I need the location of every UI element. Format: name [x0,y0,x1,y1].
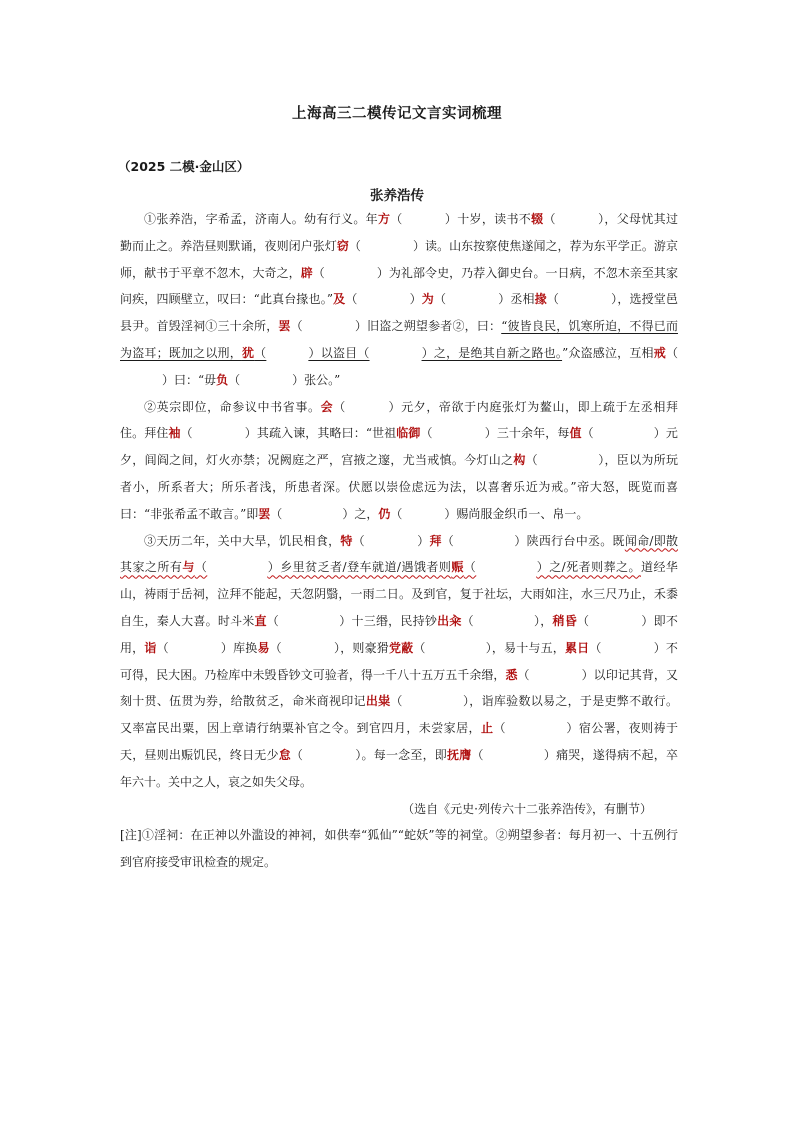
text: ）元夕，闾阎之间，灯火亦禁；况阙庭之严，宫掖之邃，尤当戒慎。今灯山之 [120,426,678,468]
keyword-4: 辟 [300,265,313,280]
keyword-3: 临御 [396,426,421,441]
source-citation: （选自《元史·列传六十二张养浩传》，有删节） [402,801,652,816]
paragraph-2: ②英宗即位，命参议中书省事。会（ ）元夕，帝欲于内庭张灯为鳌山，即上疏于左丞相拜住。拜住袖（ ）其疏入谏，其略曰：“世祖临御（ ）三十余年，每值（ ）元夕，闾阎之间，灯火亦禁；况阙庭之严，宫掖之邃，尤当戒慎。今灯山之构（ ），臣以为所玩者小，所系者大；所乐者浅，所患者深。伏愿以崇俭虑远为法，以喜奢乐近为戒。”帝大怒，既览而喜曰：“非张希孟不敢言。”即罢（ ）之，仍（ ）赐尚服金织币一、帛一。 [120,399,678,521]
keyword-3: 窃 [336,238,349,253]
keyword-6: 出籴 [437,613,462,628]
text: ），诣库验数以易之，于是吏弊不敢行。又率富民出粟，因上章请行纳粟补官之令。到官四月，未尝家居， [120,694,678,736]
text: ）张公。” [292,372,341,387]
keyword-5: 及 [333,292,346,307]
keyword-6: 罢 [258,506,271,521]
text: ）以印记其背，又刻十贯、伍贯为券，给散贫乏，命米商视印记 [120,667,678,709]
keyword-2: 袖 [168,426,181,441]
text: ），则豪猾 [333,640,389,655]
text: ）陕西行台中丞。既 [514,533,625,548]
text: “彼皆良民，饥寒所迫，不得已而为盗耳；既加之以刑， [120,319,678,360]
keyword-8: 罢 [278,319,291,334]
note-text: ①淫祠：在正神以外滥设的神祠，如供奉“狐仙”“蛇妖”等的祠堂。②朔望参者：每月初一、十五例行到官府接受审讯检查的规定。 [120,828,678,870]
text: ），臣以为所玩者小，所系者大；所乐者浅，所患者深。伏愿以崇俭虑远为法，以喜奢乐近为戒。”帝大怒，既览而喜曰：“非张希孟不敢言。”即 [120,453,678,521]
keyword-9: 犹 [241,345,255,360]
text: ）宿公署，夜则祷于天，昼则出赈饥民，终日无少 [120,721,678,762]
text: 道经华山，祷雨于岳祠，泣拜不能起，天忽阴翳，一雨二日。及到官，复于社坛，大雨如注，水三尺乃止，禾黍自生，秦人大喜。时斗米 [120,560,678,628]
text: ）元夕，帝欲于内庭张灯为鳌山，即上疏于左丞相拜住。拜住 [120,399,678,441]
text: ）库换 [220,640,258,655]
keyword-4: 赈 [451,560,464,575]
text: ），易十与五， [485,640,565,655]
text: ）十岁，读书不 [444,212,532,226]
keyword-6: 为 [421,292,434,307]
keyword-8: 诣 [144,640,157,655]
text: ）十三缗，民持钞 [339,613,438,628]
text: ）之， [342,506,379,521]
keyword-12: 悉 [505,667,518,682]
wavy-underlined-punctuation-sentence: 闻命/即散其家之所有与（ ）乡里贫乏者/登车就道/遇饿者则赈（ ）之/死者则葬之。 [120,533,678,575]
keyword-3: 与 [182,560,195,575]
text: ） [409,292,422,307]
text: ）即不用， [120,613,678,655]
keyword-7: 稍昏 [552,613,577,628]
keyword-4: 值 [569,426,582,441]
keyword-7: 仍 [378,506,391,521]
keyword-11: 负 [216,372,229,387]
text: ）之，是绝其自新之路也。 [421,345,563,360]
text: ）丞相 [498,292,535,307]
exam-source-label: （2025 二模·金山区） [118,159,250,174]
keyword-14: 止 [481,721,494,736]
keyword-5: 直 [254,613,267,628]
text: ）以盗目（ [308,345,370,360]
text: ）， [533,613,553,628]
text: ）旧盗之朔望参者②，曰： [354,319,502,334]
text: ）痛哭，遂得病不起，卒年六十。关中之人，哀之如失父母。 [120,747,678,789]
paragraph-1: ①张养浩，字希孟，济南人。幼有行义。年方（ ）十岁，读书不辍（ ），父母忧其过勤而止之。养浩昼则默诵，夜则闭户张灯窃（ ）读。山东按察使焦遂闻之，荐为东平学正。游京师，献书于平章不忽木，大奇之，辟（ ）为礼部令史，乃荐入御史台。一日病，不忽木亲至其家问疾，四顾壁立，叹曰：“此真台掾也。”及（ ）为（ ）丞相掾（ ），选授堂邑县尹。首毁淫祠①三十余所，罢（ ）旧盗之朔望参者②，曰：“彼皆良民，饥寒所迫，不得已而为盗耳；既加之以刑，犹（ ）以盗目（ ）之，是绝其自新之路也。”众盗感泣，互相戒（）曰：“毋负（ ）张公。” [120,212,678,387]
passage-body [120,206,678,876]
text: ）之/死者则葬之。 [536,560,641,575]
keyword-2: 拜 [429,533,442,548]
text: ）。每一念至，即 [355,747,448,762]
keyword-1: 特 [340,533,353,548]
passage-title: 张养浩传 [370,188,424,204]
keyword-10: 党蔽 [388,640,414,655]
text: ）三十余年，每 [484,426,570,441]
paragraph-3: ③天历二年，关中大旱，饥民相食，特（ ）拜（ ）陕西行台中丞。既闻命/即散其家之所有与（ ）乡里贫乏者/登车就道/遇饿者则赈（ ）之/死者则葬之。道经华山，祷雨于岳祠，泣拜不能起，天忽阴翳，一雨二日。及到官，复于社坛，大雨如注，水三尺乃止，禾黍自生，秦人大喜。时斗米直（ ）十三缗，民持钞出籴（ ），稍昏（ ）即不用，诣（ ）库换易（ ），则豪猾党蔽（ ），易十与五，累日（ ）不可得，民大困。乃检库中未毁昏钞文可验者，得一千八十五万五千余缗，悉（ ）以印记其背，又刻十贯、伍贯为券，给散贫乏，命米商视印记出粜（ ），诣库验数以易之，于是吏弊不敢行。又率富民出粟，因上章请行纳粟补官之令。到官四月，未尝家居，止（ ）宿公署，夜则祷于天，昼则出赈饥民，终日无少怠（ ）。每一念至，即抚膺（ ）痛哭，遂得病不起，卒年六十。关中之人，哀之如失父母。 [120,533,678,789]
keyword-9: 易 [257,640,270,655]
keyword-10: 戒 [653,345,666,360]
document-title: 上海高三二模传记文言实词梳理 [292,106,502,122]
text: ”众盗感泣，互相 [562,345,654,360]
text: ①张养浩，字希孟，济南人。幼有行义。年 [144,212,378,226]
text: ），选授堂邑县尹。首毁淫祠①三十余所， [120,292,678,334]
keyword-11: 累日 [564,640,590,655]
keyword-7: 掾 [534,292,547,307]
text: ）其疏入谏，其略曰：“世祖 [244,426,397,441]
text: ）乡里贫乏者/登车就道/遇饿者则 [267,560,452,575]
text: ）为礼部令史，乃荐入御史台。一日病，不忽木亲至其家问疾，四顾壁立，叹曰：“此真台掾也。” [120,265,678,307]
text: ③天历二年，关中大旱，饥民相食， [144,533,341,548]
keyword-13: 出粜 [365,694,391,709]
underlined-translation-sentence: “彼皆良民，饥寒所迫，不得已而为盗耳；既加之以刑，犹（ ）以盗目（ ）之，是绝其自新之路也。 [120,319,678,360]
note-label: [注] [120,828,142,843]
text: 闻命/即散其家之所有 [120,533,678,575]
text: ）赐尚服金织币一、帛一。 [444,506,589,521]
text: ②英宗即位，命参议中书省事。 [144,399,321,414]
keyword-2: 辍 [531,212,544,226]
footnote [120,822,678,876]
keyword-5: 构 [513,453,526,468]
text: ），父母忧其过勤而止之。养浩昼则默诵，夜则闭户张灯 [120,212,678,253]
keyword-15: 怠 [278,747,291,762]
text: ） [416,533,430,548]
text: ）读。山东按察使焦遂闻之，荐为东平学正。游京师，献书于平章不忽木，大奇之， [120,238,678,280]
keyword-16: 抚膺 [447,747,472,762]
text: ）不可得，民大困。乃检库中未毁昏钞文可验者，得一千八十五万五千余缗， [120,640,678,682]
keyword-1: 会 [320,399,334,414]
keyword-1: 方 [377,212,391,226]
text: ）曰：“毋 [162,372,217,387]
